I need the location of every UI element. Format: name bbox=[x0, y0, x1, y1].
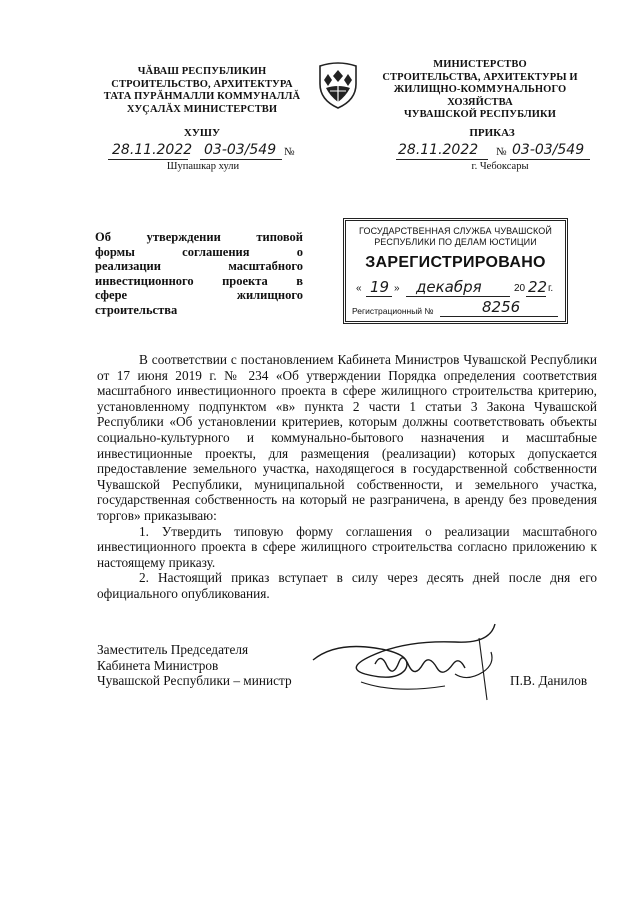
header-right-line: СТРОИТЕЛЬСТВА, АРХИТЕКТУРЫ И bbox=[382, 71, 578, 83]
subject-line bbox=[95, 245, 303, 260]
header-right-number-underline bbox=[510, 159, 590, 160]
registration-stamp bbox=[343, 218, 568, 324]
subject-word: сфере bbox=[95, 288, 128, 303]
subject-line bbox=[95, 288, 303, 303]
stamp-day: 19 bbox=[370, 278, 390, 296]
stamp-reg-underline bbox=[440, 316, 558, 317]
stamp-org-line: ГОСУДАРСТВЕННАЯ СЛУЖБА ЧУВАШСКОЙ bbox=[359, 226, 552, 236]
subject-word: в bbox=[296, 273, 303, 288]
stamp-year-unit: г. bbox=[548, 283, 554, 294]
handwritten-signature-icon bbox=[305, 612, 505, 707]
header-right-date-underline bbox=[396, 159, 488, 160]
stamp-day-underline bbox=[366, 296, 392, 297]
header-right-city: г. Чебоксары bbox=[471, 161, 529, 172]
subject-word: типовой bbox=[256, 230, 303, 244]
stamp-month-underline bbox=[406, 296, 510, 297]
stamp-year-underline bbox=[526, 296, 546, 297]
stamp-year-prefix: 20 bbox=[514, 283, 526, 294]
body-paragraph: 1. Утвердить типовую форму соглашения о реализации масштабного инвестиционного проекта в сфере жилищного строительства согласно приложению к настоящему приказу. bbox=[97, 523, 597, 570]
stamp-reg-number: 8256 bbox=[482, 298, 521, 316]
subject-word: о bbox=[296, 244, 303, 259]
header-right-date: 28.11.2022 bbox=[398, 142, 479, 158]
header-left-doc-type: ХУШУ bbox=[183, 127, 221, 139]
subject-line bbox=[95, 274, 303, 289]
stamp-org-line: РЕСПУБЛИКИ ПО ДЕЛАМ ЮСТИЦИИ bbox=[374, 236, 537, 247]
header-right-line: ЖИЛИЩНО-КОММУНАЛЬНОГО ХОЗЯЙСТВА bbox=[393, 84, 567, 108]
signer-position-line: Кабинета Министров bbox=[97, 657, 219, 673]
signer-name: П.В. Данилов bbox=[510, 673, 588, 688]
body-paragraph: В соответствии с постановлением Кабинета Министров Чувашской Республики от 17 июня 2019 г. № 234 «Об утверждении Порядка определения соответствия масштабного инвестиционного проекта в сфере жилищного строительства критерию, установленному подпунктом «в» пункта 2 части 1 статьи 3 Закона Чувашской Республики «Об установлении критериев, которым должны соответствовать объекты социально-культурного и коммунально-бытового назначения и масштабные инвестиционные проекты, для размещения (реализации) которых допускается предоставление земельного участка, находящегося в государственной собственности Чувашской Республики, муниципальной собственности, и земельного участка, государственная собственность на который не разграничена, в аренду без проведения торгов» приказываю: bbox=[97, 352, 597, 523]
header-right-date-row bbox=[396, 142, 616, 162]
subject-word: Об bbox=[95, 230, 111, 244]
header-left-line: ХУÇАЛĂХ МИНИСТЕРСТВИ bbox=[126, 103, 278, 115]
header-left-line: ТАТА ПУРĂНМАЛЛИ КОММУНАЛЛĂ bbox=[103, 91, 301, 102]
header-right-doc-type: ПРИКАЗ bbox=[469, 127, 515, 139]
chuvash-republic-emblem-icon bbox=[316, 62, 360, 110]
stamp-reg-row bbox=[352, 298, 562, 316]
header-right-number: 03-03/549 bbox=[512, 142, 585, 158]
stamp-quote-close: » bbox=[394, 283, 400, 294]
header-left-date: 28.11.2022 bbox=[112, 142, 193, 158]
header-left-date-underline bbox=[108, 159, 188, 160]
header-left-date-row bbox=[108, 142, 308, 162]
subject-word: реализации bbox=[95, 259, 161, 274]
subject-word: инвестиционного bbox=[95, 273, 194, 288]
signer-position bbox=[97, 642, 292, 689]
subject-word: формы bbox=[95, 244, 135, 259]
stamp-org bbox=[346, 226, 565, 247]
subject-word: соглашения bbox=[182, 244, 250, 259]
stamp-month: декабря bbox=[416, 278, 482, 296]
subject-word: строительства bbox=[95, 302, 178, 317]
signer-position-line: Чувашской Республики – министр bbox=[97, 673, 292, 689]
subject-line bbox=[95, 259, 303, 274]
header-right-number-sign: № bbox=[496, 146, 507, 158]
header-left-city: Шупашкар хули bbox=[166, 161, 240, 172]
body-paragraph: 2. Настоящий приказ вступает в силу через десять дней после дня его официального опубликования. bbox=[97, 570, 597, 601]
header-left-line: СТРОИТЕЛЬСТВО, АРХИТЕКТУРА bbox=[111, 78, 293, 90]
stamp-year-suffix: 22 bbox=[528, 278, 548, 296]
subject-word: жилищного bbox=[236, 288, 303, 303]
stamp-status: ЗАРЕГИСТРИРОВАНО bbox=[365, 254, 546, 271]
header-right-line: МИНИСТЕРСТВО bbox=[433, 59, 527, 70]
header-left-org bbox=[92, 66, 312, 116]
subject-line bbox=[95, 303, 303, 318]
header-right-line: ЧУВАШСКОЙ РЕСПУБЛИКИ bbox=[403, 109, 557, 120]
stamp-quote-open: « bbox=[356, 283, 362, 294]
header-right-org bbox=[362, 59, 598, 122]
stamp-reg-label: Регистрационный № bbox=[352, 306, 434, 316]
header-left-number: 03-03/549 bbox=[204, 142, 277, 158]
header-left-line: ЧĂВАШ РЕСПУБЛИКИН bbox=[137, 66, 267, 77]
document-subject bbox=[95, 230, 303, 318]
subject-word: утверждении bbox=[146, 230, 221, 244]
subject-word: проекта bbox=[222, 273, 268, 288]
subject-word: масштабного bbox=[228, 259, 303, 274]
header-left-number-underline bbox=[200, 159, 282, 160]
header-left-number-sign: № bbox=[284, 146, 295, 158]
document-body bbox=[97, 352, 597, 602]
signer-position-line: Заместитель Председателя bbox=[97, 642, 249, 657]
subject-line bbox=[95, 230, 303, 245]
